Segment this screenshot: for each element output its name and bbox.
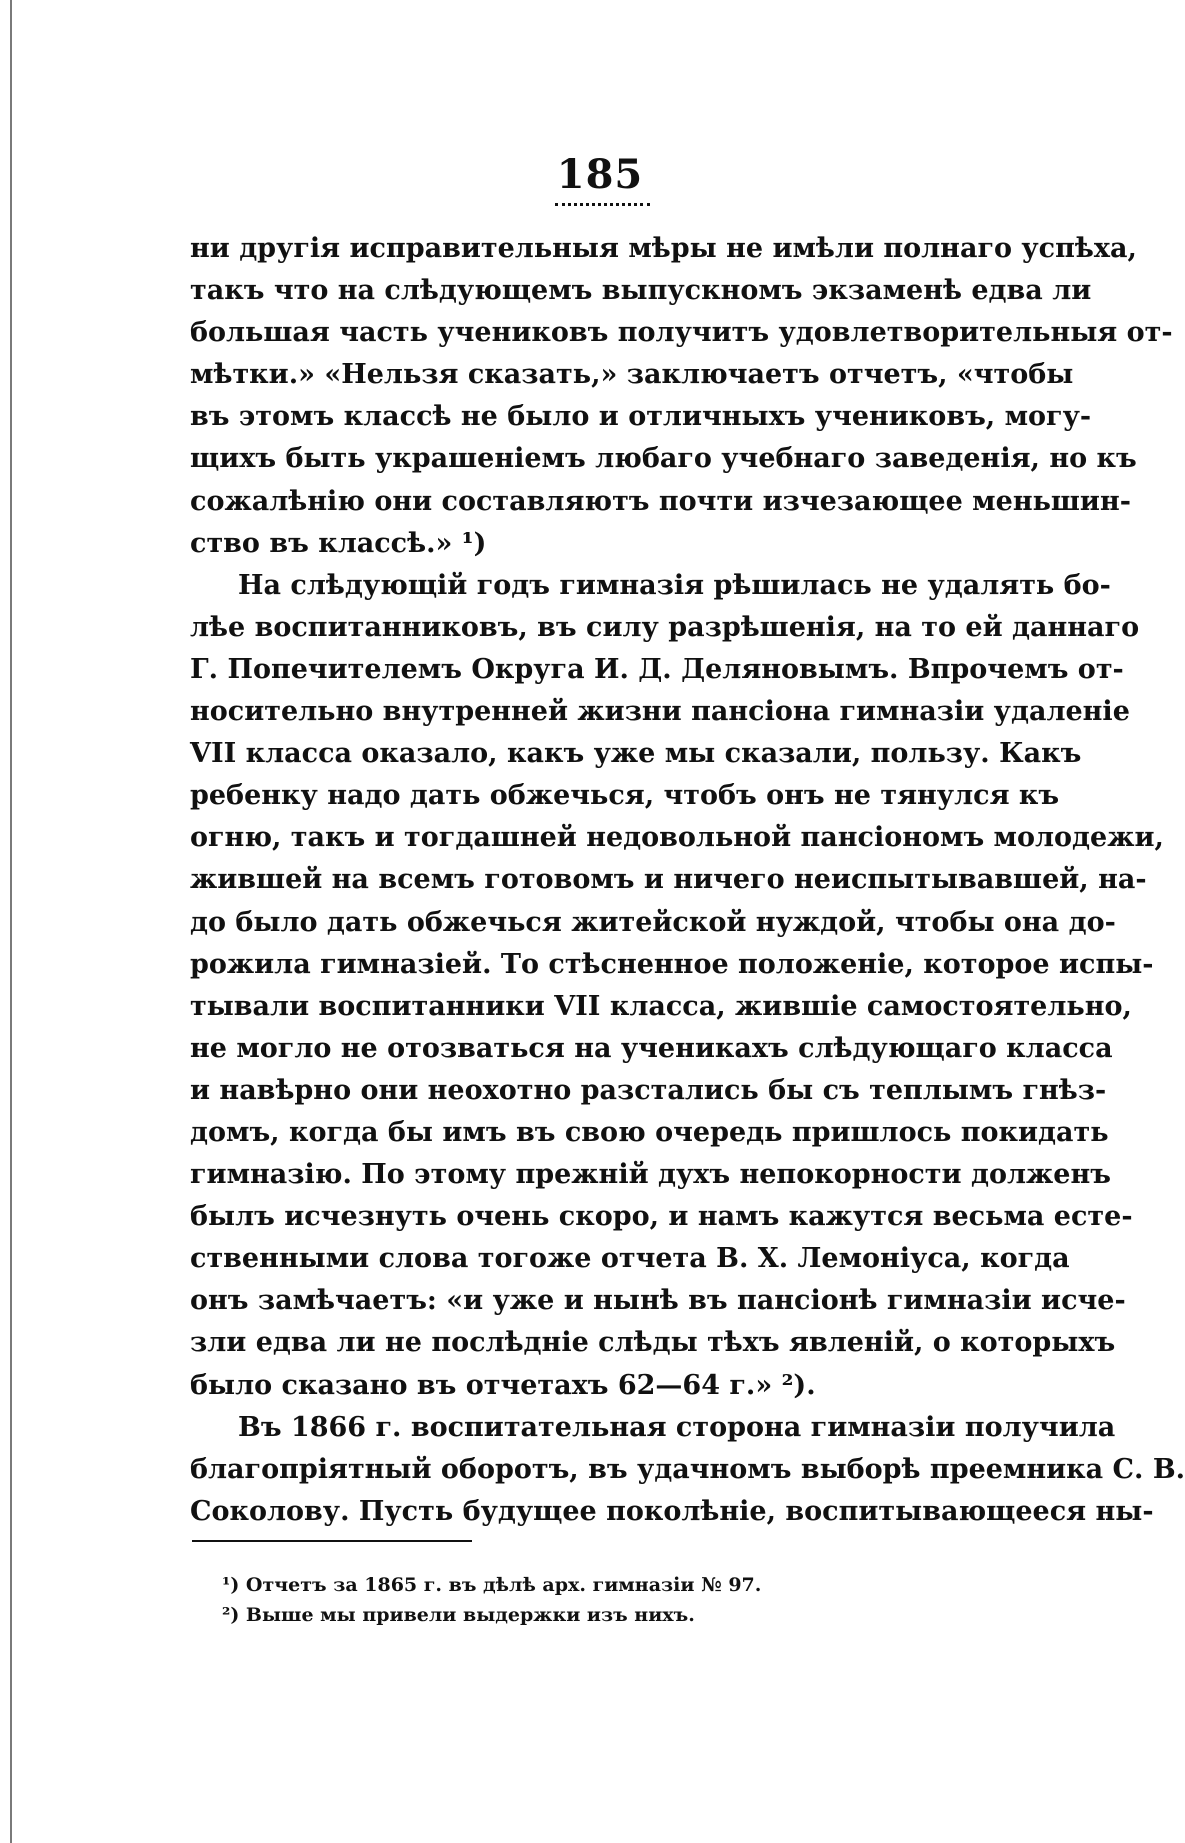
text-line: мѣтки.» «Нельзя сказать,» заключаетъ отчетъ, «чтобы <box>190 359 1074 391</box>
text-line: огню, такъ и тогдашней недовольной пансіономъ молодежи, <box>190 822 1164 854</box>
footnotes <box>222 1570 1002 1630</box>
text-line: жившей на всемъ готовомъ и ничего неиспытывавшей, на- <box>190 864 1147 896</box>
text-line: ребенку надо дать обжечься, чтобъ онъ не тянулся къ <box>190 780 1060 812</box>
text-line: гимназію. По этому прежній духъ непокорности долженъ <box>190 1159 1111 1191</box>
text-line: ни другія исправительныя мѣры не имѣли полнаго успѣха, <box>190 233 1137 264</box>
text-line: до было дать обжечься житейской нуждой, чтобы она до- <box>190 906 1116 938</box>
page-number: 185 <box>556 151 644 198</box>
page-number-dotted-rule <box>555 203 650 206</box>
footnote: ¹) Отчетъ за 1865 г. въ дѣлѣ арх. гимназіи № 97. <box>222 1574 762 1596</box>
text-line: такъ что на слѣдующемъ выпускномъ экзаменѣ едва ли <box>190 275 1092 307</box>
text-line: носительно внутренней жизни пансіона гимназіи удаленіе <box>190 696 1130 728</box>
text-line: лѣе воспитанниковъ, въ силу разрѣшенія, на то ей даннаго <box>190 611 1140 643</box>
text-line: На слѣдующій годъ гимназія рѣшилась не удалять бо- <box>238 569 1111 601</box>
text-line: и навѣрно они неохотно разстались бы съ теплымъ гнѣз- <box>190 1074 1107 1106</box>
text-line: Соколову. Пусть будущее поколѣніе, воспитывающееся ны- <box>190 1495 1154 1527</box>
text-line: домъ, когда бы имъ въ свою очередь пришлось покидать <box>190 1116 1109 1148</box>
footnote: ²) Выше мы привели выдержки изъ нихъ. <box>222 1604 695 1626</box>
text-line: сожалѣнію они составляютъ почти изчезающее меньшин- <box>190 485 1131 517</box>
text-line: не могло не отозваться на ученикахъ слѣдующаго класса <box>190 1032 1113 1064</box>
text-line: ственными слова тогоже отчета В. Х. Лемоніуса, когда <box>190 1243 1070 1275</box>
text-line: большая часть учениковъ получитъ удовлетворительныя от- <box>190 317 1173 349</box>
text-line: зли едва ли не послѣдніе слѣды тѣхъ явленій, о которыхъ <box>190 1327 1116 1359</box>
text-line: въ этомъ классѣ не было и отличныхъ учениковъ, могу- <box>190 401 1092 433</box>
footnote-separator <box>192 1540 472 1542</box>
text-line: онъ замѣчаетъ: «и уже и нынѣ въ пансіонѣ гимназіи исче- <box>190 1285 1126 1317</box>
body-text <box>190 228 1185 1533</box>
text-line: рожила гимназіей. То стѣсненное положеніе, которое испы- <box>190 948 1154 980</box>
text-line: было сказано въ отчетахъ 62—64 г.» ²). <box>190 1369 816 1401</box>
text-line: благопріятный оборотъ, въ удачномъ выборѣ преемника С. В. <box>190 1453 1185 1485</box>
text-line: Г. Попечителемъ Округа И. Д. Деляновымъ. Впрочемъ от- <box>190 653 1124 685</box>
text-line: тывали воспитанники VII класса, жившіе самостоятельно, <box>190 990 1132 1022</box>
text-line: VII класса оказало, какъ уже мы сказали, пользу. Какъ <box>190 738 1082 770</box>
text-line: Въ 1866 г. воспитательная сторона гимназіи получила <box>238 1411 1116 1443</box>
text-line: щихъ быть украшеніемъ любаго учебнаго заведенія, но къ <box>190 443 1137 475</box>
text-line: ство въ классѣ.» ¹) <box>190 527 487 559</box>
text-line: былъ исчезнуть очень скоро, и намъ кажутся весьма есте- <box>190 1201 1133 1233</box>
scan-edge-line <box>10 0 12 1843</box>
